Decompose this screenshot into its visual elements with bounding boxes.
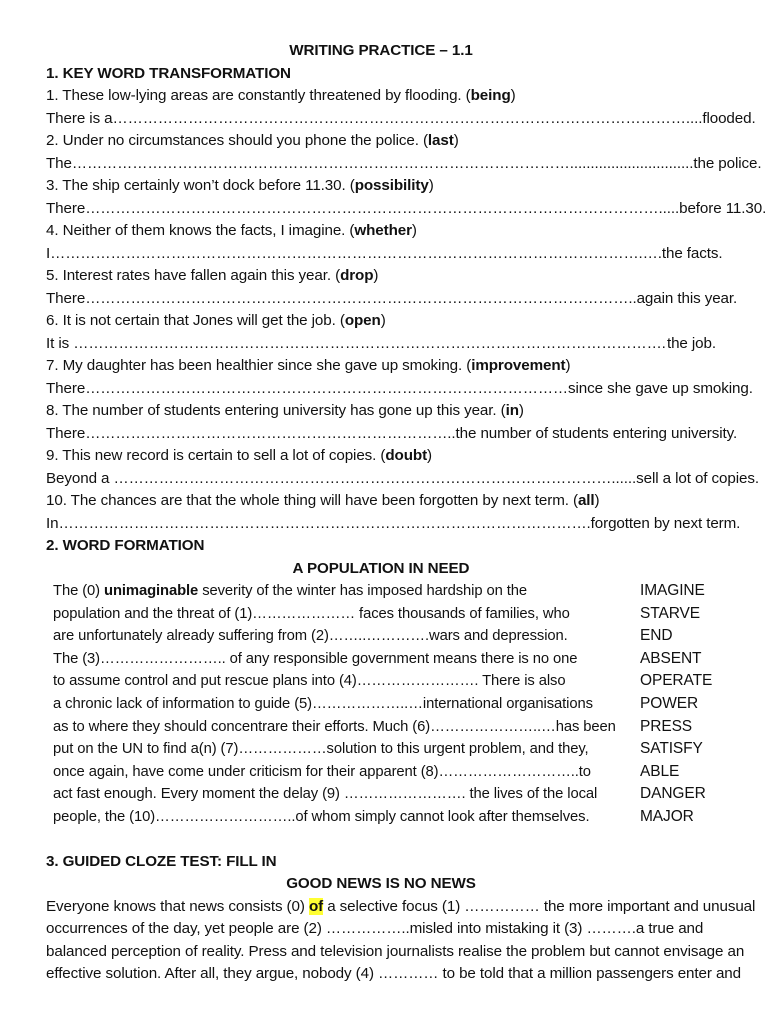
key-word: whether xyxy=(354,222,412,239)
answer-line xyxy=(46,378,753,401)
answer-line xyxy=(46,243,723,266)
text-segment: to assume control and put rescue plans into (4)……………………. There is also xyxy=(53,673,566,690)
key-word: improvement xyxy=(471,357,566,374)
cloze-line xyxy=(46,963,741,986)
key-word: being xyxy=(470,87,511,104)
question-line xyxy=(46,355,716,378)
cloze-segment xyxy=(46,963,741,986)
question-close: ) xyxy=(510,87,516,104)
text-segment: put on the UN to find a(n) (7)………………solution to this urgent problem, and they, xyxy=(53,741,589,758)
question-close: ) xyxy=(428,177,434,194)
question-close: ) xyxy=(565,357,571,374)
question-close: ) xyxy=(518,402,524,419)
question-line xyxy=(46,85,716,108)
cloze-text: occurrences of the day, yet people are (2) ……………..misled into mistaking it (3) ……….a true and xyxy=(46,920,704,938)
section-heading-cloze: 3. GUIDED CLOZE TEST: FILL IN xyxy=(46,852,277,870)
example-answer: unimaginable xyxy=(104,583,199,599)
word-formation-line xyxy=(53,783,716,806)
cloze-segment xyxy=(46,896,756,919)
question-text: 2. Under no circumstances should you phone the police. ( xyxy=(46,132,428,149)
question-line xyxy=(46,265,716,288)
key-word-transformation-list xyxy=(46,85,767,535)
answer-start: It is xyxy=(46,334,70,352)
answer-line xyxy=(46,423,738,446)
stem-word: DANGER xyxy=(640,785,706,803)
question-text: 10. The chances are that the whole thing will have been forgotten by next term. ( xyxy=(46,492,578,509)
answer-end: sell a lot of copies. xyxy=(636,469,759,487)
word-formation-line xyxy=(53,761,716,784)
cloze-text xyxy=(46,896,756,986)
question-text: 4. Neither of them knows the facts, I imagine. ( xyxy=(46,222,355,239)
answer-blank: ………………………………………………………………………………………………………. xyxy=(69,334,666,352)
key-word: drop xyxy=(340,267,374,284)
answer-end: forgotten by next term. xyxy=(590,514,741,532)
question-line xyxy=(46,220,716,243)
answer-blank: ……………………………………………………………………………………………….. xyxy=(85,289,637,307)
stem-word: STARVE xyxy=(640,604,700,622)
key-word: open xyxy=(344,312,381,329)
text-segment: once again, have come under criticism for their apparent (8)………………………..to xyxy=(53,763,591,780)
question-line xyxy=(46,310,716,333)
answer-line xyxy=(46,198,767,221)
question-line xyxy=(46,400,716,423)
question-line xyxy=(46,130,716,153)
word-formation-line xyxy=(53,738,716,761)
stem-word: POWER xyxy=(640,694,699,712)
answer-start: There xyxy=(46,289,86,307)
key-word: last xyxy=(427,132,454,149)
answer-blank: …………………………………………………………………………………………………….. xyxy=(112,109,695,127)
answer-blank: ……………………………………………………………………………………………………….… xyxy=(50,244,658,262)
answer-end: again this year. xyxy=(636,289,738,307)
stem-word: OPERATE xyxy=(640,672,713,690)
stem-word: ABSENT xyxy=(640,649,702,667)
answer-line xyxy=(46,333,716,356)
answer-line xyxy=(46,108,756,131)
text-segment: The (0) xyxy=(53,583,105,599)
answer-start: The xyxy=(46,154,72,172)
text-segment: severity of the winter has imposed hardship on the xyxy=(198,583,528,599)
answer-lead xyxy=(46,243,658,266)
answer-end: the number of students entering university. xyxy=(455,424,738,442)
text-segment: act fast enough. Every moment the delay (9) ……………………. the lives of the local xyxy=(53,786,598,803)
question-close: ) xyxy=(453,132,459,149)
text-segment: The (3)…………………….. of any responsible government means there is no one xyxy=(53,650,578,667)
stem-word: ABLE xyxy=(640,762,680,780)
text-segment: people, the (10)………………………..of whom simply cannot look after themselves. xyxy=(53,808,590,825)
key-word: in xyxy=(505,402,519,419)
answer-blank: ……………………………………………………………………………………………………... xyxy=(85,199,671,217)
page-title: WRITING PRACTICE – 1.1 xyxy=(289,42,473,59)
text-segment: population and the threat of (1)………………… faces thousands of families, who xyxy=(53,605,570,622)
answer-blank: ……………………………………………………………….. xyxy=(85,424,456,442)
answer-start: Beyond a xyxy=(46,469,110,487)
cloze-text: balanced perception of reality. Press and television journalists realise the problem but cannot envisage an xyxy=(46,942,745,960)
answer-lead xyxy=(46,108,694,131)
answer-line xyxy=(46,513,741,536)
stem-word: END xyxy=(640,627,673,645)
section-heading-word-formation: 2. WORD FORMATION xyxy=(46,537,205,554)
key-word: possibility xyxy=(354,177,429,194)
word-formation-line xyxy=(53,693,716,716)
answer-blank: …………………………………………………………………………………… xyxy=(85,379,568,397)
answer-start: There xyxy=(46,424,86,442)
answer-lead xyxy=(46,333,666,356)
stem-word: MAJOR xyxy=(640,807,694,825)
answer-end: ..flooded. xyxy=(694,109,756,127)
answer-end: .the facts. xyxy=(657,244,723,262)
answer-line xyxy=(46,288,738,311)
answer-start: In xyxy=(46,514,59,532)
word-formation-subtitle: A POPULATION IN NEED xyxy=(292,559,470,577)
stem-word: SATISFY xyxy=(640,740,703,758)
question-text: 6. It is not certain that Jones will get the job. ( xyxy=(46,312,345,329)
answer-end: ..before 11.30. xyxy=(670,199,767,217)
text-segment: as to where they should concentrare their efforts. Much (6)…………………..…has been xyxy=(53,718,616,735)
text-segment: a chronic lack of information to guide (5)………………..…international organisations xyxy=(53,695,593,712)
word-formation-line xyxy=(53,806,716,829)
answer-lead xyxy=(46,153,693,176)
question-close: ) xyxy=(380,312,386,329)
key-word: doubt xyxy=(385,447,428,464)
word-formation-line xyxy=(53,648,716,671)
cloze-line xyxy=(46,941,745,964)
example-answer-highlight: of xyxy=(308,897,324,915)
question-text: 7. My daughter has been healthier since she gave up smoking. ( xyxy=(46,357,472,374)
cloze-text: a selective focus (1) …………… the more important and unusual xyxy=(323,897,756,915)
question-text: 9. This new record is certain to sell a lot of copies. ( xyxy=(46,447,386,464)
answer-line xyxy=(46,468,759,491)
question-close: ) xyxy=(594,492,600,509)
question-text: 8. The number of students entering university has gone up this year. ( xyxy=(46,402,506,419)
answer-start: There is a xyxy=(46,109,113,127)
text-segment: are unfortunately already suffering from (2)……..………….wars and depression. xyxy=(53,628,568,645)
word-formation-line xyxy=(53,580,716,603)
answer-end: the job. xyxy=(666,334,716,352)
answer-start: There xyxy=(46,379,86,397)
question-line xyxy=(46,445,716,468)
question-close: ) xyxy=(427,447,433,464)
key-word: all xyxy=(577,492,595,509)
answer-lead xyxy=(46,468,636,491)
answer-line xyxy=(46,153,762,176)
question-line xyxy=(46,175,716,198)
worksheet-page xyxy=(46,40,767,986)
answer-lead xyxy=(46,198,671,221)
question-text: 5. Interest rates have fallen again this year. ( xyxy=(46,267,341,284)
answer-blank: ………………………………………………………………………………………...... xyxy=(109,469,637,487)
question-text: 3. The ship certainly won’t dock before 11.30. ( xyxy=(46,177,355,194)
cloze-line xyxy=(46,896,756,919)
answer-lead xyxy=(46,423,456,446)
cloze-text: effective solution. After all, they argue, nobody (4) ………… to be told that a million passengers enter and xyxy=(46,965,741,983)
question-close: ) xyxy=(411,222,417,239)
cloze-segment xyxy=(46,941,745,964)
word-formation-line xyxy=(53,670,716,693)
question-line xyxy=(46,490,716,513)
cloze-segment xyxy=(46,918,716,941)
answer-lead xyxy=(46,378,568,401)
cloze-text: Everyone knows that news consists (0) xyxy=(46,897,309,915)
answer-end: since she gave up smoking. xyxy=(568,379,753,397)
word-formation-line xyxy=(53,625,716,648)
cloze-subtitle: GOOD NEWS IS NO NEWS xyxy=(286,875,476,893)
stem-word: PRESS xyxy=(640,717,693,735)
question-text: 1. These low-lying areas are constantly threatened by flooding. ( xyxy=(46,87,471,104)
answer-blank: ……………………………………………………………………………………………. xyxy=(58,514,591,532)
cloze-line xyxy=(46,918,716,941)
word-formation-line xyxy=(53,716,716,739)
answer-lead xyxy=(46,513,591,536)
stem-word: IMAGINE xyxy=(640,582,705,599)
answer-start: There xyxy=(46,199,86,217)
answer-end: the police. xyxy=(693,154,762,172)
question-close: ) xyxy=(373,267,379,284)
word-formation-text xyxy=(53,580,716,829)
answer-blank: ……………………………………………………………………………………….............................. xyxy=(71,154,694,172)
answer-lead xyxy=(46,288,637,311)
word-formation-line xyxy=(53,603,716,626)
section-heading-key-word: 1. KEY WORD TRANSFORMATION xyxy=(46,64,291,82)
answer-start: I xyxy=(46,244,51,262)
